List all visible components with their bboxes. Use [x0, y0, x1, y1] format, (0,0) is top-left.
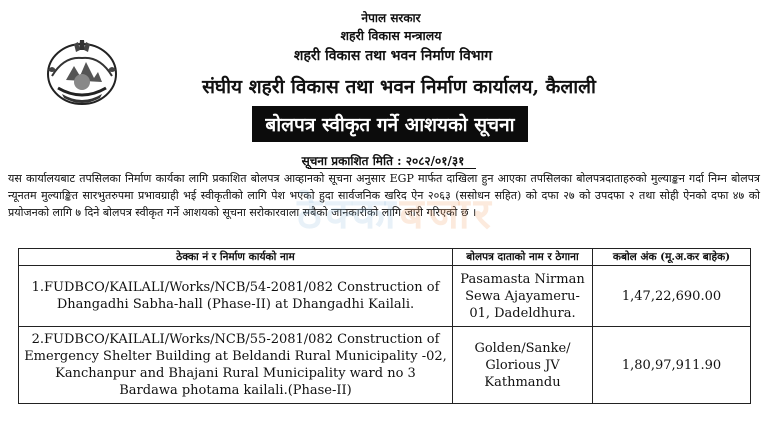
table-row	[19, 327, 751, 404]
notice-title: बोलपत्र स्वीकृत गर्ने आशयको सूचना	[265, 114, 515, 136]
contract-cell: 2.FUDBCO/KAILALI/Works/NCB/55-2081/082 Construction of Emergency Shelter Building at Beldandi Rural Municipality -02, Kanchanpur and Bhajani Rural Municipality ward no 3 Bardawa photama kailali.(Phase-II)	[19, 327, 453, 404]
amount-cell: 1,47,22,690.00	[593, 266, 751, 327]
table-header-row	[19, 249, 751, 266]
bidder-cell: Pasamasta Nirman Sewa Ajayameru-01, Dadeldhura.	[453, 266, 593, 327]
contract-cell: 1.FUDBCO/KAILALI/Works/NCB/54-2081/082 Construction of Dhangadhi Sabha-hall (Phase-II) at Dhangadhi Kailali.	[19, 266, 453, 327]
header-amount: कबोल अंक (मू.अ.कर बाहेक)	[593, 249, 751, 266]
watermark-part-2: बजार	[399, 189, 495, 238]
notice-paragraph: यस कार्यालयबाट तपसिलका निर्माण कार्यका लागि प्रकाशित बोलपत्र आव्हानको सूचना अनुसार EGP मार्फत दाखिला हुन आएका तपसिलका बोलपत्रदाताहरुको मुल्याङ्कन गर्दा निम्न बोलपत्र न्यूनतम मुल्याङ्कित सारभुतरुपमा प्रभावग्राही भई स्वीकृतीको लागि पेश भएको हुदा सार्वजनिक खरिद ऐन २०६३ (ससोधन सहित) को दफा २७ को उपदफा २ तथा सोही ऐनको दफा ४७ को प्रयोजनको लागि ७ दिने बोलपत्र स्वीकृत गर्ने आशयको सूचना सरोकारवाला सबैको जानकारीको लागि जारी गरिएको छ ।	[8, 172, 760, 219]
department-name: शहरी विकास तथा भवन निर्माण विभाग	[293, 48, 493, 64]
amount-cell: 1,80,97,911.90	[593, 327, 751, 404]
government-name: नेपाल सरकार	[361, 11, 421, 25]
header-contract: ठेक्का नं र निर्माण कार्यको नाम	[19, 249, 453, 266]
watermark-part-1: ठेक्का	[297, 189, 400, 238]
office-name: संघीय शहरी विकास तथा भवन निर्माण कार्यालय, कैलाली	[202, 76, 596, 98]
ministry-name: शहरी विकास मन्त्रालय	[340, 28, 442, 43]
publication-date-underline	[308, 168, 476, 169]
header-bidder: बोलपत्र दाताको नाम र ठेगाना	[453, 249, 593, 266]
table-row	[19, 266, 751, 327]
bidder-cell: Golden/Sanke/ Glorious JV Kathmandu	[453, 327, 593, 404]
contracts-table	[18, 248, 751, 404]
notice-title-banner	[252, 106, 528, 142]
publication-date: सूचना प्रकाशित मिति : २०८२/०१/३१	[301, 154, 465, 168]
